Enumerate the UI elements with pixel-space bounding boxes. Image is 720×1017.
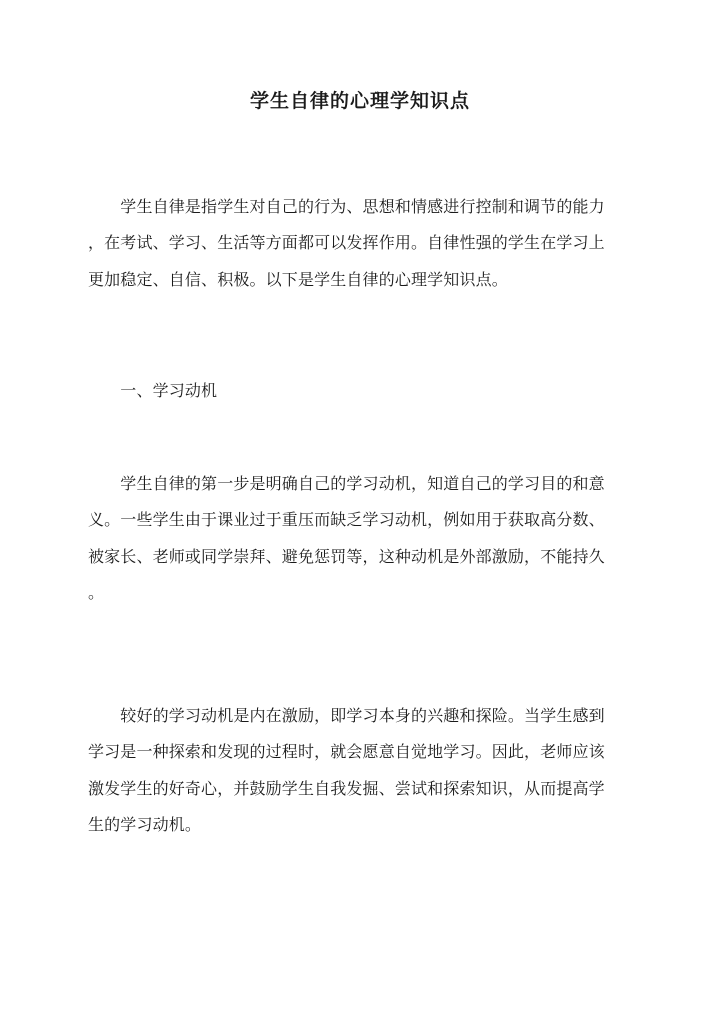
text-line: 学生自律是指学生对自己的行为、思想和情感进行控制和调节的能力	[88, 197, 605, 216]
text-line: 被家长、老师或同学崇拜、避免惩罚等，这种动机是外部激励，不能持久	[88, 546, 605, 566]
text-line: 激发学生的好奇心，并鼓励学生自我发掘、尝试和探索知识，从而提高学	[88, 778, 605, 798]
text-line: 学习是一种探索和发现的过程时，就会愿意自觉地学习。因此，老师应该	[88, 742, 605, 762]
text-line: ，在考试、学习、生活等方面都可以发挥作用。自律性强的学生在学习上	[88, 233, 605, 253]
text-line: 生的学习动机。	[88, 814, 202, 834]
motivation-paragraph	[88, 466, 634, 611]
document-title: 学生自律的心理学知识点	[249, 90, 470, 112]
section-heading	[88, 373, 634, 409]
intro-paragraph	[88, 189, 634, 298]
text-line: 。	[88, 582, 105, 602]
text-line: 较好的学习动机是内在激励，即学习本身的兴趣和探险。当学生感到	[88, 706, 605, 725]
section-heading-text: 一、学习动机	[88, 381, 218, 400]
text-line: 更加稳定、自信、积极。以下是学生自律的心理学知识点。	[88, 269, 508, 289]
text-line: 学生自律的第一步是明确自己的学习动机，知道自己的学习目的和意	[88, 474, 605, 493]
text-line: 义。一些学生由于课业过于重压而缺乏学习动机，例如用于获取高分数、	[88, 510, 605, 530]
intrinsic-motivation-paragraph	[88, 698, 634, 843]
